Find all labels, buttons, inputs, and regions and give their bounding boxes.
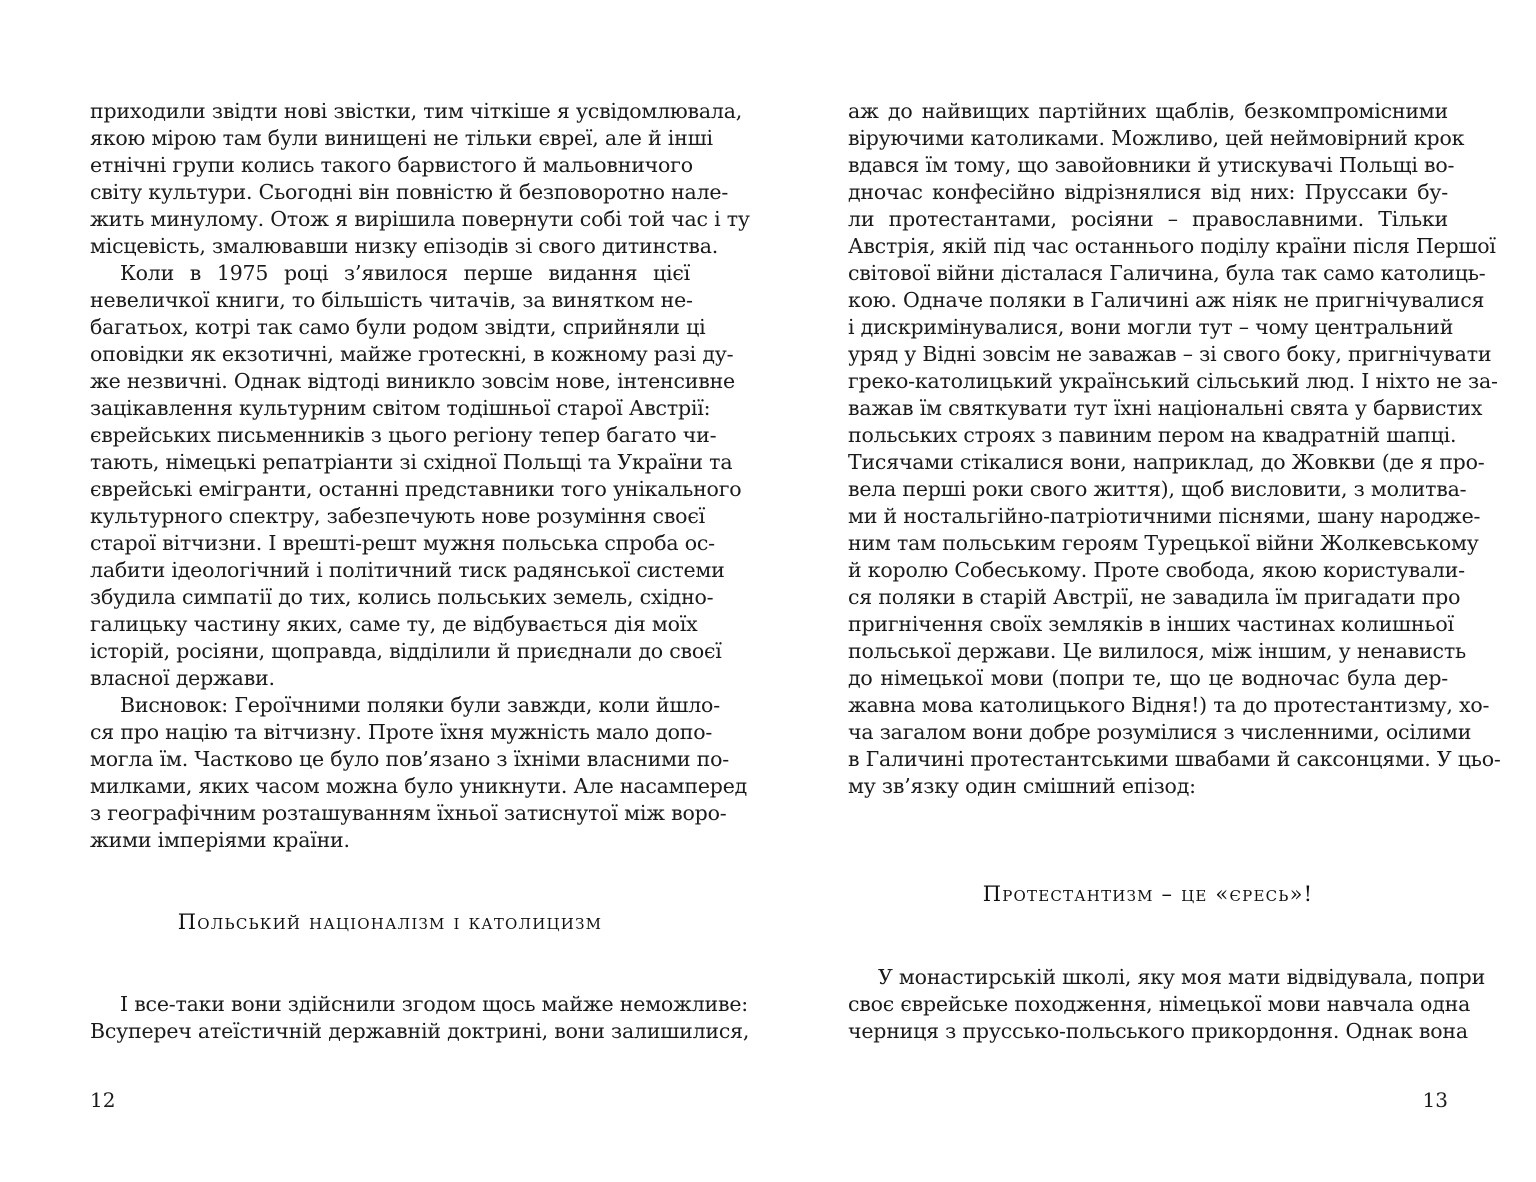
text-line: в Галичині протестантськими швабами й саксонцями. У цьо- — [848, 747, 1501, 771]
right-section-heading: Протестантизм – це «єресь»! — [982, 882, 1314, 906]
text-line: важав їм святкувати тут їхні національні свята у барвистих — [848, 396, 1483, 420]
text-line: оповідки як екзотичні, майже гротескні, в кожному разі ду- — [90, 342, 734, 366]
text-line: ми й ностальгійно-патріотичними піснями, шану народже- — [848, 504, 1481, 528]
text-line: культурного спектру, забезпечують нове розуміння своєї — [90, 504, 705, 528]
text-line: світу культури. Сьогодні він повністю й безповоротно нале- — [90, 180, 729, 204]
text-line: ним там польським героям Турецької війни Жолкевському — [848, 531, 1479, 555]
text-line: дночас конфесійно відрізнялися від них: Пруссаки бу- — [848, 180, 1448, 204]
text-line: же незвичні. Однак відтоді виникло зовсім нове, інтенсивне — [90, 369, 735, 393]
text-line: ча загалом вони добре розумілися з численними, осілими — [848, 720, 1472, 744]
text-line: Висновок: Героїчними поляки були завжди, коли йшло- — [120, 693, 720, 717]
page-number-right: 13 — [1422, 1088, 1448, 1112]
text-line: греко-католицький український сільський люд. І ніхто не за- — [848, 369, 1498, 393]
text-line: якою мірою там були винищені не тільки євреї, але й інші — [90, 126, 713, 150]
text-line: жить минулому. Отож я вирішила повернути собі той час і ту — [90, 207, 750, 231]
text-line: й королю Собеському. Проте свобода, якою користували- — [848, 558, 1465, 582]
text-line: ся поляки в старій Австрії, не завадила їм пригадати про — [848, 585, 1461, 609]
text-line: уряд у Відні зовсім не заважав – зі свого боку, пригнічувати — [848, 342, 1492, 366]
text-line: місцевість, змалювавши низку епізодів зі свого дитинства. — [90, 234, 719, 258]
text-line: польської держави. Це вилилося, між іншим, у ненависть — [848, 639, 1466, 663]
right-text-block-2 — [848, 964, 1486, 1045]
text-line: Австрія, якій під час останнього поділу країни після Першої — [848, 234, 1496, 258]
text-line: польських строях з павиним пером на квадратній шапці. — [848, 423, 1457, 447]
text-line: галицьку частину яких, саме ту, де відбувається дія моїх — [90, 612, 698, 636]
text-line: Всупереч атеїстичній державній доктрині, вони залишилися, — [90, 1019, 750, 1043]
text-line: ли протестантами, росіяни – православними. Тільки — [848, 207, 1448, 231]
left-section-heading: Польський націоналізм і католицизм — [177, 910, 603, 934]
text-line: кою. Одначе поляки в Галичині аж ніяк не пригнічувалися — [848, 288, 1485, 312]
text-line: аж до найвищих партійних щаблів, безкомпромісними — [848, 99, 1448, 123]
text-line: збудила симпатії до тих, колись польських земель, східно- — [90, 585, 714, 609]
text-line: вдався їм тому, що завойовники й утискувачі Польщі во- — [848, 153, 1455, 177]
text-line: єврейські емігранти, останні представники того унікального — [90, 477, 742, 501]
text-line: світової війни дісталася Галичина, була так само католиць- — [848, 261, 1486, 285]
text-line: приходили звідти нові звістки, тим чіткіше я усвідомлювала, — [90, 99, 743, 123]
text-line: Коли в 1975 році з’явилося перше видання цієї — [120, 261, 690, 285]
text-line: пригнічення своїх земляків в інших частинах колишньої — [848, 612, 1454, 636]
text-line: етнічні групи колись такого барвистого й мальовничого — [90, 153, 693, 177]
text-line: своє єврейське походження, німецької мови навчала одна — [848, 992, 1471, 1016]
text-line: з географічним розташуванням їхньої затиснутої між воро- — [90, 801, 727, 825]
text-line: і дискримінувалися, вони могли тут – чому центральний — [848, 315, 1454, 339]
text-line: лабити ідеологічний і політичний тиск радянської системи — [90, 558, 725, 582]
left-text-block-2 — [90, 991, 750, 1045]
text-line: му зв’язку один смішний епізод: — [848, 774, 1196, 798]
text-line: У монастирській школі, яку моя мати відвідувала, попри — [878, 965, 1486, 989]
text-line: власної держави. — [90, 666, 275, 690]
left-text-block-1 — [90, 98, 750, 854]
right-text-block-1 — [848, 98, 1501, 800]
text-line: ся про націю та вітчизну. Проте їхня мужність мало допо- — [90, 720, 713, 744]
text-line: жими імперіями країни. — [90, 828, 350, 852]
text-line: вела перші роки свого життя), щоб висловити, з молитва- — [848, 477, 1467, 501]
text-line: історій, росіяни, щоправда, відділили й приєднали до своєї — [90, 639, 722, 663]
text-line: старої вітчизни. І врешті-решт мужня польська спроба ос- — [90, 531, 715, 555]
text-line: єврейських письменників з цього регіону тепер багато чи- — [90, 423, 717, 447]
text-line: Тисячами стікалися вони, наприклад, до Жовкви (де я про- — [848, 450, 1485, 474]
text-line: віруючими католиками. Можливо, цей неймовірний крок — [848, 126, 1465, 150]
text-line: багатьох, котрі так само були родом звідти, сприйняли ці — [90, 315, 706, 339]
text-line: до німецької мови (попри те, що це водночас була дер- — [848, 666, 1448, 690]
text-line: черниця з пруссько-польського прикордоння. Однак вона — [848, 1019, 1468, 1043]
text-line: невеличкої книги, то більшість читачів, за винятком не- — [90, 288, 693, 312]
text-line: милками, яких часом можна було уникнути. Але насамперед — [90, 774, 748, 798]
text-line: І все-таки вони здійснили згодом щось майже неможливе: — [120, 992, 749, 1016]
page-number-left: 12 — [90, 1088, 116, 1112]
text-line: жавна мова католицького Відня!) та до протестантизму, хо- — [848, 693, 1490, 717]
text-line: тають, німецькі репатріанти зі східної Польщі та України та — [90, 450, 733, 474]
text-line: могла їм. Частково це було пов’язано з їхніми власними по- — [90, 747, 730, 771]
text-line: зацікавлення культурним світом тодішньої старої Австрії: — [90, 396, 711, 420]
